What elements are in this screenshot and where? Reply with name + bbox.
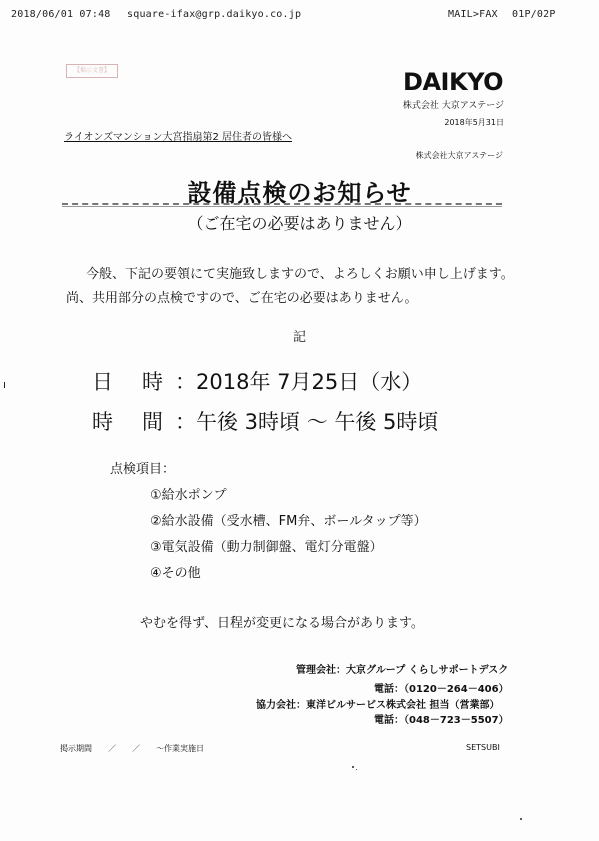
posting-period: 掲示期間 ／ ／ ～作業実施日	[60, 744, 204, 753]
schedule-change-notice: やむを得ず、日程が変更になる場合があります。	[140, 616, 424, 631]
body-line-2: 尚、共用部分の点検ですので、ご在宅の必要はありません。	[66, 291, 418, 306]
title-divider-underline	[62, 206, 502, 207]
fax-datetime: 2018/06/01 07:48	[11, 9, 111, 20]
schedule-date-row	[92, 366, 422, 396]
document-code: SETSUBI	[466, 743, 500, 752]
inspection-heading: 点検項目：	[110, 462, 176, 477]
document-subtitle: （ご在宅の必要はありません）	[187, 214, 412, 233]
fax-route: MAIL>FAX	[448, 9, 498, 20]
fax-sender: square-ifax@grp.daikyo.co.jp	[127, 9, 302, 20]
fax-page: 01P/02P	[512, 9, 556, 20]
posting-stamp: 【掲示文書】	[66, 64, 118, 78]
scan-speck	[356, 769, 357, 770]
inspection-item: ②給水設備（受水槽、FM弁、ボールタップ等）	[150, 514, 427, 529]
management-phone: 電話：（0120－264－406）	[374, 684, 509, 695]
date-label: 日 時	[92, 370, 163, 394]
document-title: 設備点検のお知らせ	[187, 179, 412, 207]
partner-phone: 電話：（048－723－5507）	[374, 715, 509, 726]
title-divider	[62, 203, 502, 205]
inspection-item: ④その他	[150, 566, 201, 581]
date-colon: ：	[175, 370, 196, 394]
schedule-time-row	[92, 406, 438, 436]
management-company: 管理会社：大京グループ くらしサポートデスク	[296, 665, 509, 676]
time-value: 午後 3時頃 ～ 午後 5時頃	[196, 410, 439, 434]
time-colon: ：	[175, 410, 196, 434]
scan-speck	[4, 382, 5, 388]
addressee: ライオンズマンション大宮指扇第2 居住者の皆様へ	[64, 132, 292, 143]
ki-heading: 記	[292, 330, 306, 345]
scan-speck	[352, 766, 354, 768]
daikyo-logo: DAIKYO	[403, 68, 503, 96]
sender-name: 株式会社大京アステージ	[415, 151, 503, 160]
partner-company: 協力会社：東洋ビルサービス株式会社 担当（営業部）	[256, 700, 500, 711]
date-value: 2018年 7月25日（水）	[196, 370, 423, 394]
body-line-1: 今般、下記の要領にて実施致しますので、よろしくお願い申し上げます。	[86, 267, 514, 282]
company-name: 株式会社 大京アステージ	[402, 101, 504, 111]
issue-date: 2018年5月31日	[444, 118, 504, 127]
inspection-item: ③電気設備（動力制御盤、電灯分電盤）	[150, 540, 383, 555]
time-label: 時 間	[92, 410, 163, 434]
inspection-item: ①給水ポンプ	[150, 488, 227, 503]
scan-speck	[520, 818, 522, 820]
